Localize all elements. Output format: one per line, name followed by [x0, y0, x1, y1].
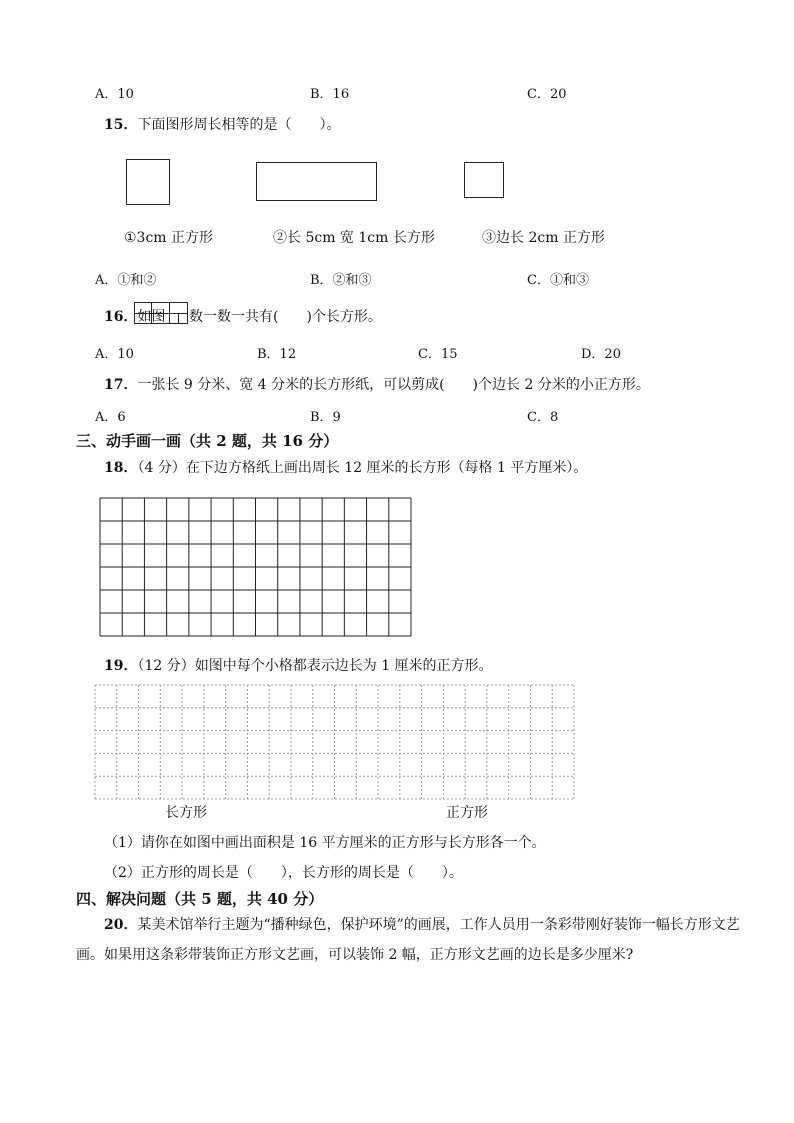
question-number: 15． — [104, 117, 138, 133]
q16-option-d: D．20 — [581, 347, 621, 362]
section-4-heading: 四、解决问题（共 5 题，共 40 分） — [76, 890, 324, 908]
q14-option-c: C．20 — [527, 87, 567, 102]
question-text: （12 分）如图中每个小格都表示边长为 1 厘米的正方形。 — [137, 658, 493, 674]
question-text-before: 如图 — [137, 309, 166, 325]
question-20-line-2: 画。如果用这条彩带装饰正方形文艺画，可以装饰 2 幅，正方形文艺画的边长是多少厘米? — [76, 947, 634, 963]
question-18 — [104, 457, 587, 477]
rectangle-count-figure — [134, 302, 188, 324]
q15-option-a: A．①和② — [95, 273, 157, 288]
figure-caption-3: ③边长 2cm 正方形 — [482, 230, 605, 246]
question-19-part-2: （2）正方形的周长是（ ），长方形的周长是（ ）。 — [104, 865, 463, 881]
square-3cm-figure — [126, 159, 170, 205]
question-20 — [104, 910, 740, 940]
q16-option-b: B．12 — [257, 347, 297, 362]
q17-option-b: B．9 — [310, 410, 341, 425]
q14-option-b: B．16 — [310, 87, 350, 102]
question-19 — [104, 655, 493, 675]
question-number: 17． — [104, 377, 138, 393]
question-19-part-1: （1）请你在如图中画出面积是 16 平方厘米的正方形与长方形各一个。 — [104, 835, 546, 851]
q14-option-a: A．10 — [95, 87, 134, 102]
q17-option-a: A．6 — [95, 410, 126, 425]
question-text: （4 分）在下边方格纸上画出周长 12 厘米的长方形（每格 1 平方厘米）。 — [137, 460, 588, 476]
rectangle-5x1-figure — [256, 162, 377, 201]
question-15 — [104, 114, 340, 134]
question-number: 18． — [104, 460, 138, 476]
q17-option-c: C．8 — [527, 410, 559, 425]
dotted-grid-paper — [94, 684, 575, 800]
square-label: 正方形 — [446, 805, 488, 821]
question-number: 19． — [104, 658, 138, 674]
figure-caption-2: ②长 5cm 宽 1cm 长方形 — [273, 230, 435, 246]
q16-option-c: C．15 — [418, 347, 458, 362]
square-2cm-figure — [464, 162, 504, 198]
q15-option-c: C．①和③ — [527, 273, 589, 288]
question-number: 20． — [104, 917, 138, 933]
figure-caption-1: ①3cm 正方形 — [124, 230, 214, 246]
rectangle-label: 长方形 — [165, 805, 207, 821]
square-grid-paper — [99, 497, 412, 637]
question-text: 下面图形周长相等的是（ ）。 — [137, 117, 341, 133]
q16-option-a: A．10 — [95, 347, 134, 362]
question-text-line-1: 某美术馆举行主题为“播种绿色，保护环境”的画展，工作人员用一条彩带刚好装饰一幅长方形文艺 — [137, 917, 740, 933]
question-number: 16． — [104, 309, 138, 325]
question-16-suffix: 数一数一共有( )个长方形。 — [189, 309, 382, 325]
question-text: 一张长 9 分米、宽 4 分米的长方形纸，可以剪成( )个边长 2 分米的小正方形。 — [137, 377, 650, 393]
section-3-heading: 三、动手画一画（共 2 题，共 16 分） — [76, 432, 339, 450]
question-17 — [104, 374, 650, 394]
q15-option-b: B．②和③ — [310, 273, 372, 288]
